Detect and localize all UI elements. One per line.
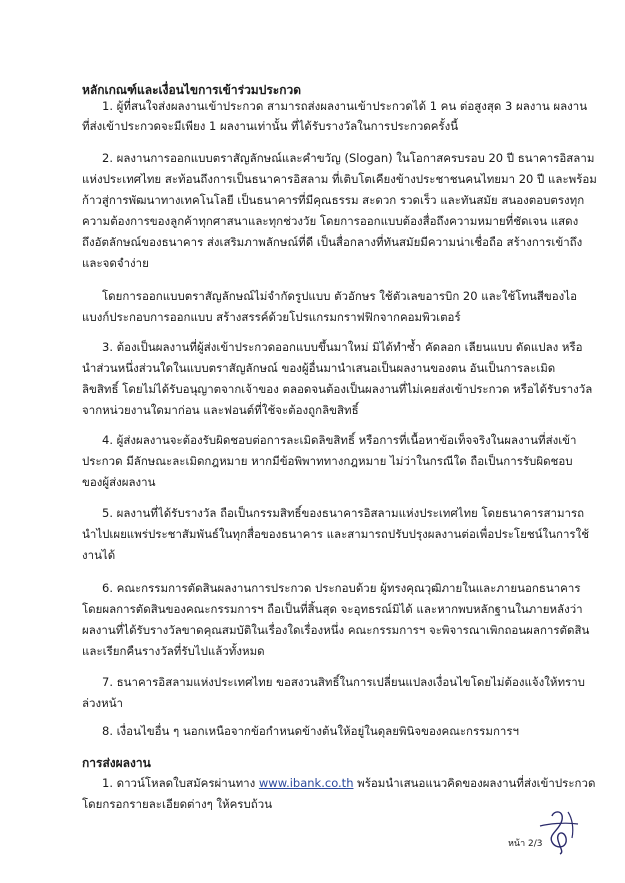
- criteria-heading: หลักเกณฑ์และเงื่อนไขการเข้าร่วมประกวด: [82, 83, 302, 97]
- submission-suffix: พร้อมนำเสนอแนวคิดของผลงานที่ส่งเข้าประกวด: [353, 776, 596, 790]
- criteria-item-4-line-1: 4. ผู้ส่งผลงานจะต้องรับผิดชอบต่อการละเมิดลิขสิทธิ์ หรือการที่เนื้อหาข้อเท็จจริงในผลงานที่ส่งเข้า: [102, 433, 577, 447]
- design-note-line-1: โดยการออกแบบตราสัญลักษณ์ไม่จำกัดรูปแบบ ตัวอักษร ใช้ตัวเลขอารบิก 20 และใช้โทนสีของไอ: [102, 289, 577, 303]
- submission-prefix: 1. ดาวน์โหลดใบสมัครผ่านทาง: [102, 776, 259, 790]
- submission-heading: การส่งผลงาน: [82, 756, 151, 770]
- criteria-item-6-line-4: และเรียกคืนรางวัลที่รับไปแล้วทั้งหมด: [82, 644, 265, 658]
- criteria-item-1-line-2: ที่ส่งเข้าประกวดจะมีเพียง 1 ผลงานเท่านั้น ที่ได้รับรางวัลในการประกวดครั้งนี้: [82, 119, 459, 133]
- criteria-item-4-line-3: ของผู้ส่งผลงาน: [82, 475, 156, 489]
- design-note-line-2: แบงก์ประกอบการออกแบบ สร้างสรรค์ด้วยโปรแกรมกราฟฟิกจากคอมพิวเตอร์: [82, 310, 461, 324]
- criteria-item-5-line-2: นำไปเผยแพร่ประชาสัมพันธ์ในทุกสื่อของธนาคาร และสามารถปรับปรุงผลงานต่อเพื่อประโยชน์ในการใช้: [82, 527, 590, 541]
- criteria-item-4-line-2: ประกวด มีลักษณะละเมิดกฎหมาย หากมีข้อพิพาททางกฎหมาย ไม่ว่าในกรณีใด ถือเป็นการรับผิดชอบ: [82, 454, 573, 468]
- criteria-item-3-line-4: จากหน่วยงานใดมาก่อน และฟอนต์ที่ใช้จะต้องถูกลิขสิทธิ์: [82, 403, 359, 417]
- submission-item-1-line-1: [102, 776, 595, 790]
- criteria-item-8-line-1: 8. เงื่อนไขอื่น ๆ นอกเหนือจากข้อกำหนดข้างต้นให้อยู่ในดุลยพินิจของคณะกรรมการฯ: [102, 724, 519, 738]
- criteria-item-7-line-2: ล่วงหน้า: [82, 696, 124, 710]
- page-number: หน้า 2/3: [508, 839, 543, 849]
- criteria-item-3-line-2: นำส่วนหนึ่งส่วนใดในแบบตราสัญลักษณ์ ของผู้อื่นมานำเสนอเป็นผลงานของตน อันเป็นการละเมิด: [82, 361, 556, 375]
- criteria-item-1-line-1: 1. ผู้ที่สนใจส่งผลงานเข้าประกวด สามารถส่งผลงานเข้าประกวดได้ 1 คน ต่อสูงสุด 3 ผลงาน ผลงาน: [102, 99, 588, 113]
- submission-item-1-line-2: โดยกรอกรายละเอียดต่างๆ ให้ครบถ้วน: [82, 797, 273, 811]
- criteria-item-6-line-1: 6. คณะกรรมการตัดสินผลงานการประกวด ประกอบด้วย ผู้ทรงคุณวุฒิภายในและภายนอกธนาคาร: [102, 581, 581, 595]
- criteria-item-3-line-3: ลิขสิทธิ์ โดยไม่ได้รับอนุญาตจากเจ้าของ ตลอดจนต้องเป็นผลงานที่ไม่เคยส่งเข้าประกวด หรือได้รับรางวัล: [82, 382, 593, 396]
- criteria-item-2-line-4: ความต้องการของลูกค้าทุกศาสนาและทุกช่วงวัย โดยการออกแบบต้องสื่อถึงความหมายที่ชัดเจน แสดง: [82, 214, 579, 228]
- criteria-item-6-line-3: ผลงานที่ได้รับรางวัลขาดคุณสมบัติในเรื่องใดเรื่องหนึ่ง คณะกรรมการฯ จะพิจารณาเพิกถอนผลการตัดสิน: [82, 623, 590, 637]
- criteria-item-3-line-1: 3. ต้องเป็นผลงานที่ผู้ส่งเข้าประกวดออกแบบขึ้นมาใหม่ มิได้ทำซ้ำ คัดลอก เลียนแบบ ดัดแปลง หรือ: [102, 340, 583, 354]
- criteria-item-7-line-1: 7. ธนาคารอิสลามแห่งประเทศไทย ขอสงวนสิทธิ์ในการเปลี่ยนแปลงเงื่อนไขโดยไม่ต้องแจ้งให้ทราบ: [102, 675, 585, 689]
- criteria-item-2-line-6: และจดจำง่าย: [82, 256, 149, 270]
- criteria-item-2-line-2: แห่งประเทศไทย สะท้อนถึงการเป็นธนาคารอิสลาม ที่เติบโตเคียงข้างประชาชนคนไทยมา 20 ปี และพร้อม: [82, 172, 597, 186]
- criteria-item-5-line-1: 5. ผลงานที่ได้รับรางวัล ถือเป็นกรรมสิทธิ์ของธนาคารอิสลามแห่งประเทศไทย โดยธนาคารสามารถ: [102, 506, 585, 520]
- criteria-item-2-line-5: ถึงอัตลักษณ์ของธนาคาร ส่งเสริมภาพลักษณ์ที่ดี เป็นสื่อกลางที่ทันสมัยมีความน่าเชื่อถือ สร้างการเข้าถึง: [82, 235, 583, 249]
- criteria-item-6-line-2: โดยผลการตัดสินของคณะกรรมการฯ ถือเป็นที่สิ้นสุด จะอุทธรณ์มิได้ และหากพบหลักฐานในภายหลังว่า: [82, 602, 583, 616]
- ibank-website-link[interactable]: www.ibank.co.th: [258, 776, 354, 790]
- signature-icon: [534, 808, 584, 856]
- criteria-item-2-line-1: 2. ผลงานการออกแบบตราสัญลักษณ์และคำขวัญ (Slogan) ในโอกาสครบรอบ 20 ปี ธนาคารอิสลาม: [102, 151, 595, 165]
- criteria-item-5-line-3: งานได้: [82, 548, 116, 562]
- criteria-item-2-line-3: ก้าวสู่การพัฒนาทางเทคโนโลยี เป็นธนาคารที่มีคุณธรรม สะดวก รวดเร็ว และทันสมัย สนองตอบตรงทุก: [82, 193, 585, 207]
